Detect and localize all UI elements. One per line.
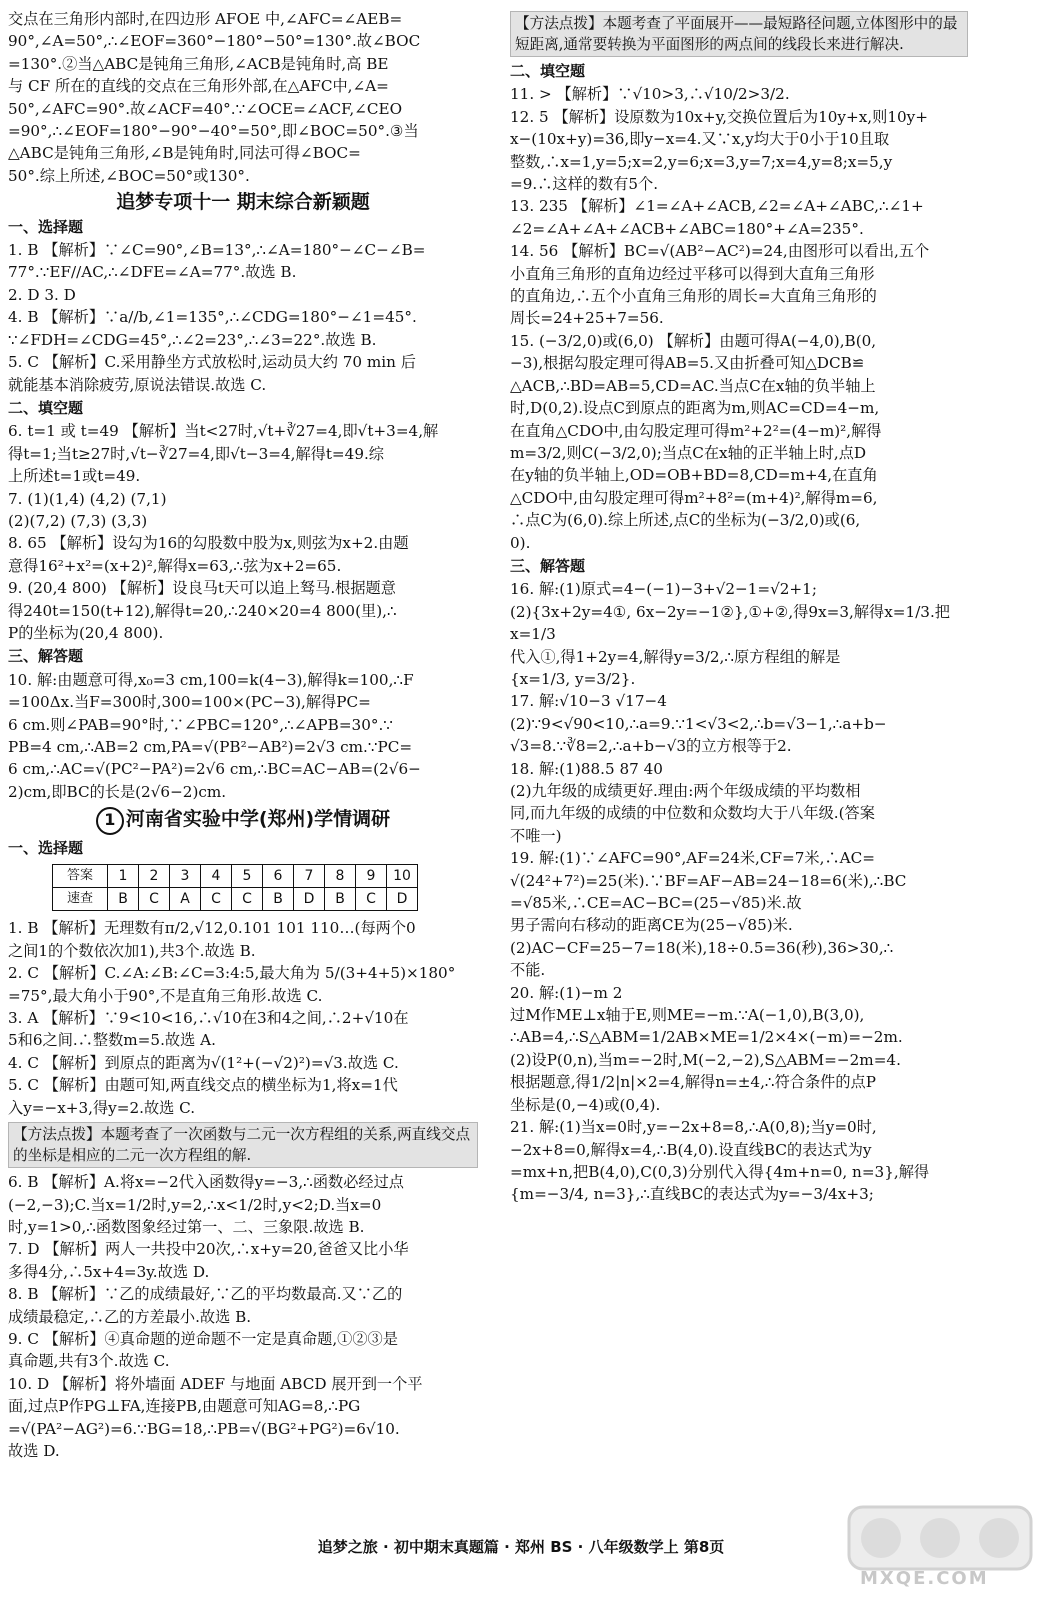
text-line: 在直角△CDO中,由勾股定理可得m²+2²=(4−m)²,解得: [510, 421, 882, 440]
text-line: 坐标是(0,−4)或(0,4).: [510, 1095, 661, 1114]
table-cell-answer: B: [263, 888, 294, 911]
text-line: =√85米,∴CE=AC−BC=(25−√85)米.故: [510, 894, 802, 913]
text-line: =9.∴这样的数有5个.: [510, 175, 659, 194]
text-line: {m=−3/4, n=3},∴直线BC的表达式为y=−3/4x+3;: [510, 1185, 874, 1204]
text-line: m=3/2,则C(−3/2,0);当点C在x轴的正半轴上时,点D: [510, 443, 867, 462]
text-line: 2. C 【解析】C.∠A:∠B:∠C=3:4:5,最大角为 5/(3+4+5)×180°: [8, 964, 456, 983]
text-line: ∵∠FDH=∠CDG=45°,∴∠2=23°,∴∠3=22°.故选 B.: [8, 330, 377, 349]
text-line: 男子需向右移动的距离CE为(25−√85)米.: [510, 916, 793, 935]
section-heading: 三、解答题: [8, 647, 84, 666]
table-cell-answer: C: [201, 888, 232, 911]
watermark-text: MXQE.COM: [860, 1568, 989, 1589]
answer-list: [8, 420, 478, 644]
text-line: (2)九年级的成绩更好.理由:两个年级成绩的平均数相: [510, 782, 861, 800]
text-line: 6. B 【解析】A.将x=−2代入函数得y=−3,∴函数必经过点: [8, 1173, 404, 1192]
section-heading: 二、填空题: [510, 62, 586, 80]
section-heading: 二、填空题: [8, 398, 84, 417]
text-line: 意得16²+x²=(x+2)²,解得x=63,∴弦为x+2=65.: [8, 556, 342, 575]
section-heading: 三、解答题: [510, 556, 586, 575]
text-line: 7. (1)(1,4) (4,2) (7,1): [8, 489, 167, 508]
text-line: (2)设P(0,n),当m=−2时,M(−2,−2),S△ABM=−2m=4.: [510, 1050, 901, 1069]
text-line: 在y轴的负半轴上,OD=OB+BD=8,CD=m+4,在直角: [510, 466, 878, 485]
text-line: 1. B 【解析】∵∠C=90°,∠B=13°,∴∠A=180°−∠C−∠B=: [8, 241, 426, 260]
text-line: (−2,−3);C.当x=1/2时,y=2,∴x<1/2时,y<2;D.当x=0: [8, 1195, 382, 1214]
table-cell-number: 6: [263, 864, 294, 887]
text-line: △ABC是钝角三角形,∠B是钝角时,同法可得∠BOC=: [8, 144, 361, 163]
text-line: 20. 解:(1)−m 2: [510, 983, 623, 1002]
text-line: (2)∵9<√90<10,∴a=9.∵1<√3<2,∴b=√3−1,∴a+b−: [510, 714, 887, 733]
intro-paragraph: [8, 8, 478, 187]
text-line: 1. B 【解析】无理数有π/2,√12,0.101 101 110…(每两个0: [8, 919, 416, 938]
table-cell-number: 3: [170, 864, 201, 887]
text-line: 16. 解:(1)原式=4−(−1)−3+√2−1=√2+1;: [510, 580, 817, 599]
school-title-text: 河南省实验中学(郑州)学情调研: [125, 808, 391, 831]
text-line: 21. 解:(1)当x=0时,y=−2x+8=8,∴A(0,8);当y=0时,: [510, 1118, 877, 1137]
text-line: 8. B 【解析】∵乙的成绩最好,∵乙的平均数最高.又∵乙的: [8, 1285, 403, 1304]
text-line: PB=4 cm,∴AB=2 cm,PA=√(PB²−AB²)=2√3 cm.∵PC=: [8, 738, 413, 756]
page-footer: 追梦之旅 · 初中期末真题篇 · 郑州 BS · 八年级数学上 第8页: [317, 1538, 725, 1556]
table-cell-answer: D: [294, 888, 325, 911]
section-title: 追梦专项十一 期末综合新颖题: [116, 191, 370, 214]
text-line: 与 CF 所在的直线的交点在三角形外部,在△AFC中,∠A=: [8, 77, 389, 96]
text-line: ∠2=∠A+∠A+∠ACB+∠ABC=180°+∠A=235°.: [510, 219, 864, 238]
text-line: =mx+n,把B(4,0),C(0,3)分别代入得{4m+n=0, n=3},解得: [510, 1162, 930, 1181]
text-line: 90°,∠A=50°,∴∠EOF=360°−180°−50°=130°.故∠BOC: [8, 32, 421, 51]
text-line: P的坐标为(20,4 800).: [8, 623, 164, 642]
answer-table: [52, 864, 418, 912]
table-cell-number: 1: [108, 864, 139, 887]
text-line: 4. B 【解析】∵a//b,∠1=135°,∴∠CDG=180°−∠1=45°.: [8, 308, 417, 327]
text-line: =130°.②当△ABC是钝角三角形,∠ACB是钝角时,高 BE: [8, 54, 389, 73]
text-line: 5和6之间.∴整数m=5.故选 A.: [8, 1031, 216, 1050]
text-line: 时,y=1>0,∴函数图象经过第一、二、三象限.故选 B.: [8, 1217, 365, 1236]
table-cell-answer: D: [387, 888, 418, 911]
table-cell-answer: C: [139, 888, 170, 911]
text-line: 6 cm.则∠PAB=90°时,∵∠PBC=120°,∴∠APB=30°.∵: [8, 715, 393, 734]
text-line: −3),根据勾股定理可得AB=5.又由折叠可知△DCB≌: [510, 354, 865, 373]
text-line: ∴AB=4,∴S△ABM=1/2AB×ME=1/2×4×(−m)=−2m.: [510, 1028, 903, 1047]
text-line: =√(PA²−AG²)=6.∵BG=18,∴PB=√(BG²+PG²)=6√10.: [8, 1419, 400, 1438]
text-line: 9. C 【解析】④真命题的逆命题不一定是真命题,①②③是: [8, 1329, 398, 1348]
text-line: △ACB,∴BD=AB=5,CD=AC.当点C在x轴的负半轴上: [510, 376, 876, 395]
text-line: 13. 235 【解析】∠1=∠A+∠ACB,∠2=∠A+∠ABC,∴∠1+: [510, 197, 924, 216]
text-line: 0).: [510, 533, 531, 552]
table-cell-answer: A: [170, 888, 201, 911]
text-line: 18. 解:(1)88.5 87 40: [510, 759, 663, 778]
answer-list: [510, 83, 968, 554]
text-line: =75°,最大角小于90°,不是直角三角形.故选 C.: [8, 986, 323, 1005]
text-line: 5. C 【解析】C.采用静坐方式放松时,运动员大约 70 min 后: [8, 353, 416, 372]
section-heading: 一、选择题: [8, 217, 84, 236]
text-line: 17. 解:√10−3 √17−4: [510, 692, 667, 711]
text-line: 50°.综上所述,∠BOC=50°或130°.: [8, 166, 250, 185]
text-line: 6. t=1 或 t=49 【解析】当t<27时,√t+∛27=4,即√t+3=4,解: [8, 422, 439, 441]
text-line: (2)(7,2) (7,3) (3,3): [8, 511, 148, 530]
text-line: 9. (20,4 800) 【解析】设良马t天可以追上驽马.根据题意: [8, 579, 396, 598]
text-line: 14. 56 【解析】BC=√(AB²−AC²)=24,由图形可以看出,五个: [510, 242, 930, 261]
text-line: 77°.∵EF//AC,∴∠DFE=∠A=77°.故选 B.: [8, 263, 297, 282]
text-line: 2)cm,即BC的长是(2√6−2)cm.: [8, 782, 227, 801]
text-line: {x=1/3, y=3/2}.: [510, 669, 636, 688]
table-cell-number: 9: [356, 864, 387, 887]
text-line: 真命题,共有3个.故选 C.: [8, 1352, 170, 1371]
text-line: 周长=24+25+7=56.: [510, 309, 664, 328]
text-line: √3=8.∵∛8=2,∴a+b−√3的立方根等于2.: [510, 737, 792, 756]
text-line: 代入①,得1+2y=4,解得y=3/2,∴原方程组的解是: [510, 647, 841, 666]
text-line: 得t=1;当t≥27时,√t−∛27=4,即√t−3=4,解得t=49.综: [8, 444, 384, 463]
method-tip: 【方法点拨】本题考查了一次函数与二元一次方程组的关系,两直线交点的坐标是相应的二元一次方程组的解.: [8, 1122, 478, 1168]
text-line: 过M作ME⊥x轴于E,则ME=−m.∵A(−1,0),B(3,0),: [510, 1006, 865, 1025]
text-line: 5. C 【解析】由题可知,两直线交点的横坐标为1,将x=1代: [8, 1076, 398, 1095]
text-line: 整数,∴x=1,y=5;x=2,y=6;x=3,y=7;x=4,y=8;x=5,y: [510, 152, 893, 171]
left-column: [8, 8, 478, 1462]
answer-list: [8, 1171, 478, 1462]
text-line: (2)AC−CF=25−7=18(米),18÷0.5=36(秒),36>30,∴: [510, 938, 894, 957]
text-line: √(24²+7²)=25(米).∵BF=AF−AB=24−18=6(米),∴BC: [510, 871, 907, 890]
text-line: 6 cm,∴AC=√(PC²−PA²)=2√6 cm,∴BC=AC−AB=(2√6−: [8, 760, 421, 779]
text-line: △CDO中,由勾股定理可得m²+8²=(m+4)²,解得m=6,: [510, 488, 878, 507]
table-cell-answer: B: [108, 888, 139, 911]
text-line: 12. 5 【解析】设原数为10x+y,交换位置后为10y+x,则10y+: [510, 107, 928, 126]
table-cell-number: 8: [325, 864, 356, 887]
text-line: 故选 D.: [8, 1441, 60, 1460]
text-line: 11. > 【解析】∵√10>3,∴√10/2>3/2.: [510, 85, 790, 104]
text-line: (2){3x+2y=4①, 6x−2y=−1②},①+②,得9x=3,解得x=1/3.把x=1/3: [510, 602, 950, 644]
text-line: 多得4分,∴5x+4=3y.故选 D.: [8, 1262, 210, 1281]
table-cell-answer: B: [325, 888, 356, 911]
text-line: =90°,∴∠EOF=180°−90°−40°=50°,即∠BOC=50°.③当: [8, 122, 419, 141]
answer-list: [8, 239, 478, 396]
answer-list: [510, 578, 968, 1205]
table-cell-number: 10: [387, 864, 418, 887]
text-line: 7. D 【解析】两人一共投中20次,∴x+y=20,爸爸又比小华: [8, 1240, 409, 1259]
text-line: =100Δx.当F=300时,300=100×(PC−3),解得PC=: [8, 693, 371, 712]
text-line: 根据题意,得1/2|n|×2=4,解得n=±4,∴符合条件的点P: [510, 1073, 876, 1092]
text-line: 8. 65 【解析】设勾为16的勾股数中股为x,则弦为x+2.由题: [8, 534, 409, 553]
text-line: 成绩最稳定,∴乙的方差最小.故选 B.: [8, 1307, 252, 1326]
answer-list: [8, 669, 478, 803]
text-line: 交点在三角形内部时,在四边形 AFOE 中,∠AFC=∠AEB=: [8, 10, 403, 28]
text-line: 50°,∠AFC=90°.故∠ACF=40°.∵∠OCE=∠ACF,∠CEO: [8, 99, 403, 118]
table-cell-answer: C: [232, 888, 263, 911]
text-line: 不能.: [510, 961, 546, 980]
text-line: ∴点C为(6,0).综上所述,点C的坐标为(−3/2,0)或(6,: [510, 511, 861, 530]
table-cell-number: 7: [294, 864, 325, 887]
section-heading: 一、选择题: [8, 839, 84, 858]
text-line: 3. A 【解析】∵9<10<16,∴√10在3和4之间,∴2+√10在: [8, 1009, 409, 1028]
text-line: 上所述t=1或t=49.: [8, 467, 141, 486]
text-line: 不唯一): [510, 826, 562, 845]
table-label: 速查: [53, 888, 108, 911]
text-line: −2x+8=0,解得x=4,∴B(4,0).设直线BC的表达式为y: [510, 1140, 872, 1159]
text-line: 4. C 【解析】到原点的距离为√(1²+(−√2)²)=√3.故选 C.: [8, 1053, 399, 1072]
table-cell-number: 4: [201, 864, 232, 887]
method-tip: 【方法点拨】本题考查了平面展开——最短路径问题,立体图形中的最短距离,通常要转换为平面图形的两点间的线段长来进行解决.: [510, 11, 968, 57]
text-line: 2. D 3. D: [8, 285, 76, 304]
text-line: 的直角边,∴五个小直角三角形的周长=大直角三角形的: [510, 287, 877, 306]
text-line: 面,过点P作PG⊥FA,连接PB,由题意可知AG=8,∴PG: [8, 1397, 361, 1416]
text-line: 得240t=150(t+12),解得t=20,∴240×20=4 800(里),∴: [8, 601, 397, 620]
table-cell-answer: C: [356, 888, 387, 911]
number-badge: 1: [96, 807, 124, 835]
table-cell-number: 5: [232, 864, 263, 887]
school-title: [8, 807, 478, 835]
text-line: 19. 解:(1)∵∠AFC=90°,AF=24米,CF=7米,∴AC=: [510, 849, 875, 868]
text-line: 同,而九年级的成绩的中位数和众数均大于八年级.(答案: [510, 804, 875, 823]
text-line: 15. (−3/2,0)或(6,0) 【解析】由题可得A(−4,0),B(0,: [510, 331, 877, 350]
right-column: [510, 8, 968, 1206]
text-line: 小直角三角形的直角边经过平移可以得到大直角三角形: [510, 264, 875, 283]
text-line: 之间1的个数依次加1),共3个.故选 B.: [8, 941, 256, 960]
text-line: 就能基本消除疲劳,原说法错误.故选 C.: [8, 375, 267, 394]
text-line: 时,D(0,2).设点C到原点的距离为m,则AC=CD=4−m,: [510, 399, 880, 418]
table-cell-number: 2: [139, 864, 170, 887]
table-label: 答案: [53, 864, 108, 887]
answer-list: [8, 917, 478, 1119]
text-line: 10. 解:由题意可得,x₀=3 cm,100=k(4−3),解得k=100,∴F: [8, 670, 414, 689]
text-line: 入y=−x+3,得y=2.故选 C.: [8, 1098, 196, 1117]
text-line: 10. D 【解析】将外墙面 ADEF 与地面 ABCD 展开到一个平: [8, 1374, 423, 1393]
text-line: x−(10x+y)=36,即y−x=4.又∵x,y均大于0小于10且取: [510, 130, 890, 149]
